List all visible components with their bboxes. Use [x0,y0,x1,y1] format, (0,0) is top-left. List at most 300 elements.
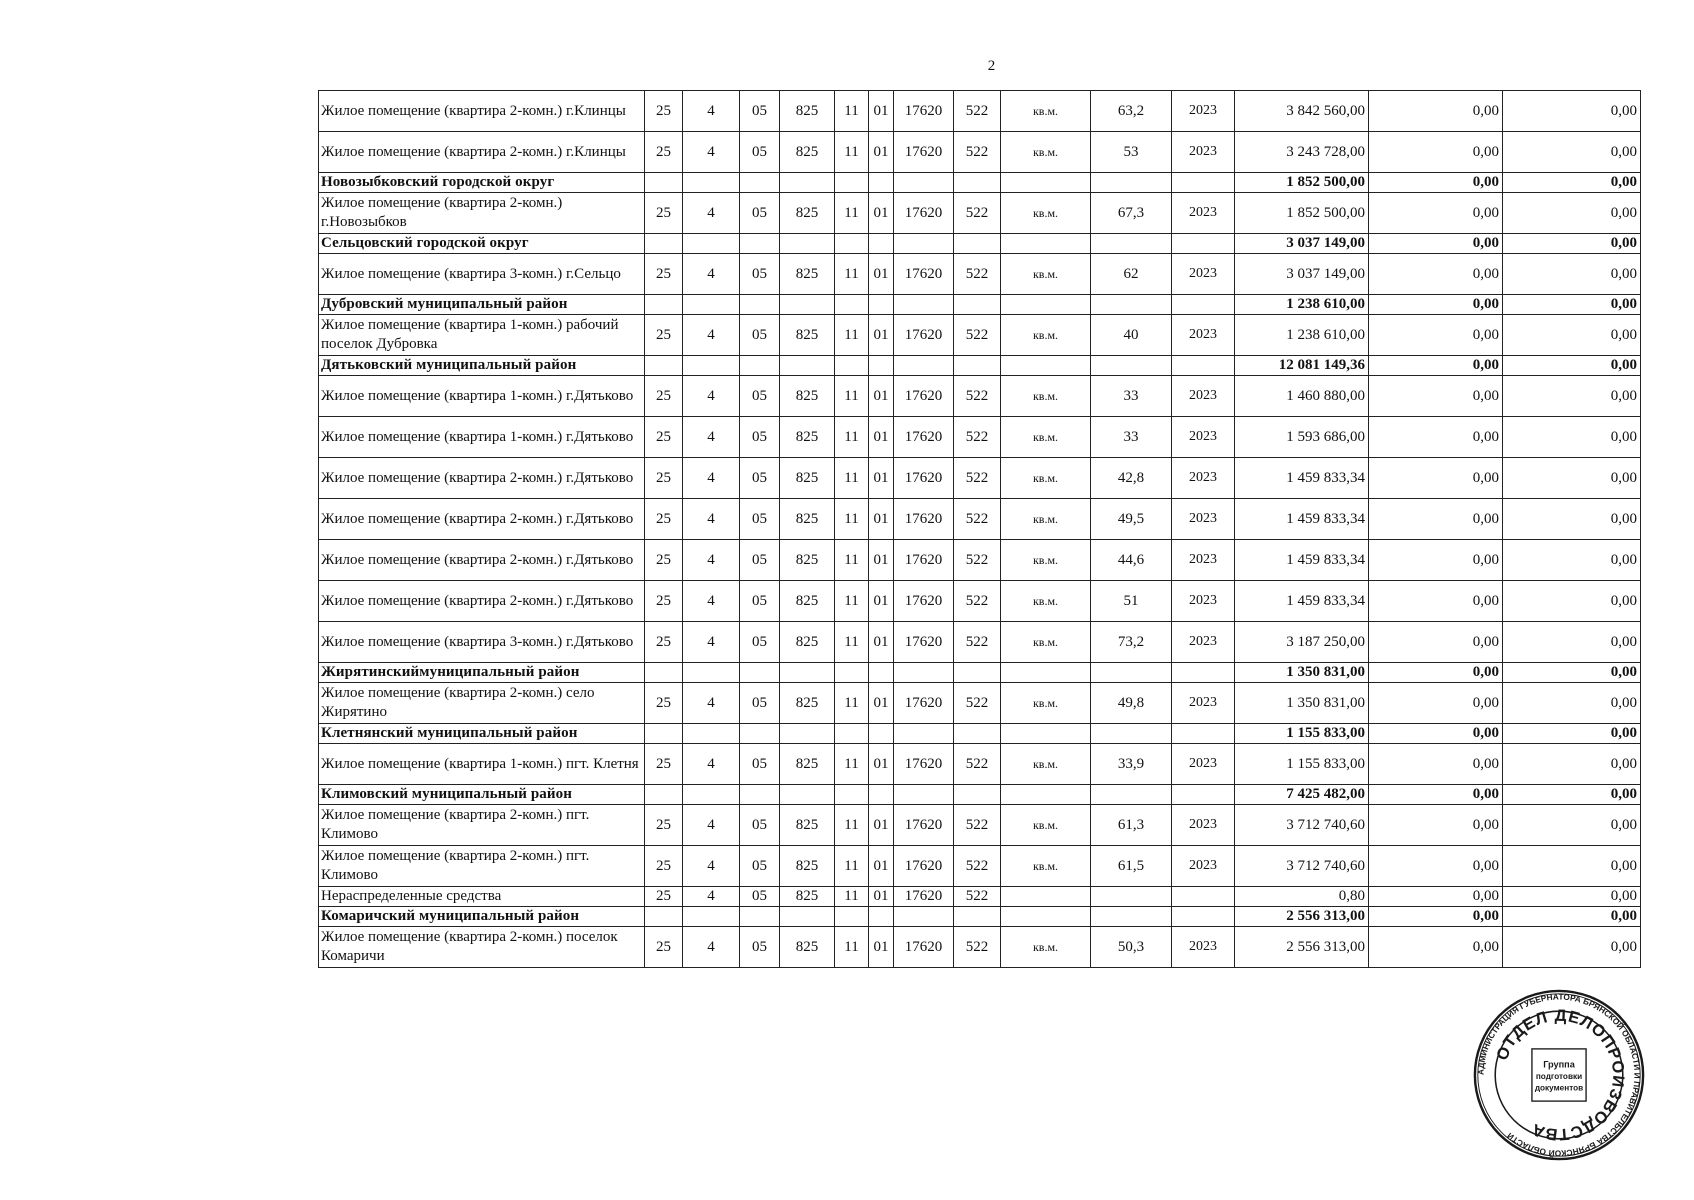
code-8-cell: 522 [954,132,1001,173]
table-row [319,683,1641,724]
code-7-cell: 17620 [894,193,954,234]
code-4-cell [780,785,835,805]
amount-2-cell: 0,00 [1369,315,1503,356]
code-6-cell [869,234,894,254]
amount-3-cell: 0,00 [1503,132,1641,173]
code-3-cell [740,173,780,193]
code-6-cell: 01 [869,581,894,622]
amount-1-cell: 1 459 833,34 [1235,499,1369,540]
code-7-cell [894,724,954,744]
amount-2-cell: 0,00 [1369,376,1503,417]
code-6-cell [869,785,894,805]
amount-3-cell: 0,00 [1503,805,1641,846]
code-6-cell: 01 [869,887,894,907]
area-cell: 63,2 [1091,91,1172,132]
code-4-cell [780,724,835,744]
amount-2-cell: 0,00 [1369,234,1503,254]
table-row [319,805,1641,846]
amount-3-cell: 0,00 [1503,744,1641,785]
code-1-cell: 25 [645,581,683,622]
code-7-cell: 17620 [894,254,954,295]
amount-1-cell: 1 459 833,34 [1235,458,1369,499]
amount-3-cell: 0,00 [1503,846,1641,887]
amount-1-cell: 1 459 833,34 [1235,540,1369,581]
code-5-cell: 11 [835,581,869,622]
code-6-cell [869,907,894,927]
code-3-cell [740,356,780,376]
area-cell: 44,6 [1091,540,1172,581]
code-5-cell: 11 [835,91,869,132]
unit-cell: кв.м. [1001,622,1091,663]
area-cell: 73,2 [1091,622,1172,663]
code-6-cell: 01 [869,622,894,663]
item-name-cell: Жилое помещение (квартира 2-комн.) поселок Комаричи [319,927,645,968]
code-6-cell: 01 [869,846,894,887]
code-5-cell: 11 [835,805,869,846]
code-7-cell: 17620 [894,132,954,173]
code-7-cell [894,907,954,927]
code-3-cell [740,724,780,744]
area-cell [1091,295,1172,315]
unit-cell [1001,234,1091,254]
code-5-cell: 11 [835,132,869,173]
amount-2-cell: 0,00 [1369,846,1503,887]
amount-2-cell: 0,00 [1369,193,1503,234]
year-cell [1172,356,1235,376]
code-8-cell: 522 [954,193,1001,234]
code-8-cell: 522 [954,417,1001,458]
unit-cell: кв.м. [1001,458,1091,499]
year-cell: 2023 [1172,581,1235,622]
district-name-cell: Комаричский муниципальный район [319,907,645,927]
amount-3-cell: 0,00 [1503,724,1641,744]
area-cell: 50,3 [1091,927,1172,968]
amount-3-cell: 0,00 [1503,499,1641,540]
code-4-cell: 825 [780,254,835,295]
amount-2-cell: 0,00 [1369,744,1503,785]
district-name-cell: Жирятинскиймуниципальный район [319,663,645,683]
amount-1-cell: 1 852 500,00 [1235,193,1369,234]
code-4-cell: 825 [780,417,835,458]
amount-1-cell: 3 037 149,00 [1235,234,1369,254]
code-1-cell [645,785,683,805]
code-4-cell [780,173,835,193]
code-7-cell: 17620 [894,581,954,622]
amount-2-cell: 0,00 [1369,173,1503,193]
code-3-cell [740,785,780,805]
area-cell [1091,234,1172,254]
code-8-cell: 522 [954,458,1001,499]
amount-2-cell: 0,00 [1369,295,1503,315]
code-4-cell [780,907,835,927]
amount-2-cell: 0,00 [1369,581,1503,622]
code-5-cell: 11 [835,927,869,968]
year-cell [1172,724,1235,744]
code-8-cell: 522 [954,499,1001,540]
code-5-cell: 11 [835,744,869,785]
item-name-cell: Жилое помещение (квартира 2-комн.) пгт. Климово [319,846,645,887]
table-row [319,91,1641,132]
amount-3-cell: 0,00 [1503,927,1641,968]
code-8-cell [954,234,1001,254]
district-subtotal-row [319,234,1641,254]
code-2-cell: 4 [683,91,740,132]
unit-cell: кв.м. [1001,744,1091,785]
code-1-cell [645,234,683,254]
code-1-cell: 25 [645,927,683,968]
code-8-cell: 522 [954,540,1001,581]
year-cell: 2023 [1172,376,1235,417]
code-5-cell [835,173,869,193]
area-cell: 42,8 [1091,458,1172,499]
code-2-cell: 4 [683,193,740,234]
year-cell: 2023 [1172,417,1235,458]
code-1-cell [645,907,683,927]
area-cell [1091,907,1172,927]
table-row [319,315,1641,356]
table-row [319,417,1641,458]
area-cell: 51 [1091,581,1172,622]
amount-2-cell: 0,00 [1369,887,1503,907]
code-3-cell [740,234,780,254]
unit-cell: кв.м. [1001,927,1091,968]
code-4-cell: 825 [780,744,835,785]
code-2-cell: 4 [683,581,740,622]
code-8-cell: 522 [954,927,1001,968]
code-6-cell: 01 [869,132,894,173]
code-6-cell: 01 [869,805,894,846]
code-3-cell: 05 [740,927,780,968]
amount-2-cell: 0,00 [1369,499,1503,540]
amount-3-cell: 0,00 [1503,193,1641,234]
code-1-cell: 25 [645,458,683,499]
code-6-cell: 01 [869,315,894,356]
table-row [319,458,1641,499]
code-7-cell [894,295,954,315]
amount-3-cell: 0,00 [1503,417,1641,458]
district-subtotal-row [319,356,1641,376]
code-6-cell: 01 [869,540,894,581]
code-8-cell: 522 [954,683,1001,724]
amount-1-cell: 2 556 313,00 [1235,907,1369,927]
code-1-cell: 25 [645,540,683,581]
code-2-cell: 4 [683,927,740,968]
code-4-cell: 825 [780,927,835,968]
code-3-cell: 05 [740,376,780,417]
table-row [319,193,1641,234]
code-1-cell: 25 [645,499,683,540]
code-5-cell: 11 [835,417,869,458]
code-5-cell: 11 [835,846,869,887]
code-4-cell [780,295,835,315]
code-1-cell: 25 [645,193,683,234]
item-name-cell: Жилое помещение (квартира 2-комн.) г.Дятьково [319,581,645,622]
code-2-cell [683,356,740,376]
amount-1-cell: 1 155 833,00 [1235,744,1369,785]
code-1-cell [645,295,683,315]
code-7-cell [894,234,954,254]
amount-1-cell: 3 187 250,00 [1235,622,1369,663]
code-3-cell: 05 [740,744,780,785]
unit-cell: кв.м. [1001,683,1091,724]
unit-cell: кв.м. [1001,499,1091,540]
unit-cell: кв.м. [1001,91,1091,132]
code-2-cell: 4 [683,846,740,887]
code-8-cell [954,663,1001,683]
code-6-cell: 01 [869,499,894,540]
unit-cell: кв.м. [1001,193,1091,234]
official-stamp [1472,988,1646,1162]
code-3-cell: 05 [740,540,780,581]
code-7-cell: 17620 [894,458,954,499]
amount-1-cell: 2 556 313,00 [1235,927,1369,968]
amount-1-cell: 3 712 740,60 [1235,846,1369,887]
area-cell: 40 [1091,315,1172,356]
unit-cell [1001,295,1091,315]
item-name-cell: Жилое помещение (квартира 2-комн.) г.Клинцы [319,132,645,173]
unit-cell: кв.м. [1001,417,1091,458]
year-cell [1172,663,1235,683]
code-8-cell [954,356,1001,376]
unit-cell [1001,356,1091,376]
amount-3-cell: 0,00 [1503,91,1641,132]
code-2-cell: 4 [683,540,740,581]
code-4-cell [780,663,835,683]
code-1-cell: 25 [645,132,683,173]
amount-3-cell: 0,00 [1503,683,1641,724]
code-3-cell: 05 [740,132,780,173]
code-5-cell [835,663,869,683]
code-7-cell [894,663,954,683]
code-6-cell [869,724,894,744]
item-name-cell: Жилое помещение (квартира 1-комн.) пгт. Клетня [319,744,645,785]
code-3-cell: 05 [740,887,780,907]
code-1-cell [645,356,683,376]
amount-1-cell: 1 459 833,34 [1235,581,1369,622]
amount-2-cell: 0,00 [1369,663,1503,683]
code-7-cell [894,173,954,193]
code-3-cell: 05 [740,581,780,622]
area-cell: 33 [1091,376,1172,417]
code-1-cell: 25 [645,417,683,458]
amount-1-cell: 1 238 610,00 [1235,315,1369,356]
district-subtotal-row [319,724,1641,744]
year-cell: 2023 [1172,499,1235,540]
amount-2-cell: 0,00 [1369,785,1503,805]
year-cell [1172,173,1235,193]
code-6-cell: 01 [869,193,894,234]
code-1-cell: 25 [645,376,683,417]
code-1-cell [645,663,683,683]
code-8-cell: 522 [954,581,1001,622]
code-4-cell: 825 [780,193,835,234]
code-3-cell: 05 [740,622,780,663]
code-7-cell: 17620 [894,376,954,417]
code-6-cell [869,356,894,376]
code-8-cell: 522 [954,887,1001,907]
amount-1-cell: 1 593 686,00 [1235,417,1369,458]
item-name-cell: Жилое помещение (квартира 2-комн.) г.Дятьково [319,499,645,540]
code-7-cell [894,785,954,805]
table-row [319,376,1641,417]
code-2-cell: 4 [683,887,740,907]
code-4-cell: 825 [780,376,835,417]
area-cell: 33,9 [1091,744,1172,785]
area-cell: 61,3 [1091,805,1172,846]
area-cell: 49,5 [1091,499,1172,540]
amount-3-cell: 0,00 [1503,376,1641,417]
code-7-cell: 17620 [894,540,954,581]
code-3-cell [740,295,780,315]
year-cell [1172,907,1235,927]
district-name-cell: Новозыбковский городской округ [319,173,645,193]
code-7-cell: 17620 [894,91,954,132]
table-row [319,846,1641,887]
code-5-cell: 11 [835,540,869,581]
item-name-cell: Жилое помещение (квартира 2-комн.) г.Дятьково [319,458,645,499]
code-4-cell: 825 [780,499,835,540]
code-3-cell: 05 [740,805,780,846]
area-cell [1091,663,1172,683]
code-7-cell: 17620 [894,846,954,887]
code-7-cell: 17620 [894,887,954,907]
code-4-cell: 825 [780,846,835,887]
code-1-cell: 25 [645,91,683,132]
district-subtotal-row [319,785,1641,805]
amount-3-cell: 0,00 [1503,887,1641,907]
code-2-cell: 4 [683,132,740,173]
code-8-cell [954,785,1001,805]
year-cell [1172,234,1235,254]
area-cell: 53 [1091,132,1172,173]
code-3-cell: 05 [740,417,780,458]
year-cell: 2023 [1172,91,1235,132]
code-5-cell: 11 [835,315,869,356]
year-cell: 2023 [1172,458,1235,499]
code-5-cell: 11 [835,622,869,663]
code-5-cell: 11 [835,193,869,234]
unit-cell: кв.м. [1001,376,1091,417]
code-1-cell: 25 [645,805,683,846]
code-6-cell: 01 [869,744,894,785]
code-6-cell: 01 [869,376,894,417]
code-8-cell: 522 [954,254,1001,295]
code-6-cell: 01 [869,927,894,968]
code-7-cell: 17620 [894,744,954,785]
code-6-cell: 01 [869,417,894,458]
year-cell: 2023 [1172,683,1235,724]
amount-2-cell: 0,00 [1369,683,1503,724]
code-2-cell: 4 [683,744,740,785]
code-5-cell: 11 [835,376,869,417]
code-4-cell: 825 [780,315,835,356]
amount-2-cell: 0,00 [1369,907,1503,927]
unit-cell: кв.м. [1001,254,1091,295]
amount-1-cell: 3 037 149,00 [1235,254,1369,295]
district-name-cell: Сельцовский городской округ [319,234,645,254]
table-body [319,91,1641,968]
code-8-cell [954,907,1001,927]
code-1-cell [645,173,683,193]
code-6-cell: 01 [869,683,894,724]
code-2-cell: 4 [683,376,740,417]
amount-1-cell: 1 350 831,00 [1235,663,1369,683]
code-5-cell: 11 [835,499,869,540]
amount-2-cell: 0,00 [1369,622,1503,663]
code-3-cell: 05 [740,193,780,234]
amount-1-cell: 0,80 [1235,887,1369,907]
code-3-cell: 05 [740,846,780,887]
budget-table [318,90,1641,968]
code-8-cell [954,295,1001,315]
amount-3-cell: 0,00 [1503,907,1641,927]
unit-cell: кв.м. [1001,581,1091,622]
district-subtotal-row [319,173,1641,193]
code-1-cell: 25 [645,846,683,887]
amount-1-cell: 3 712 740,60 [1235,805,1369,846]
code-3-cell: 05 [740,499,780,540]
code-6-cell [869,663,894,683]
amount-3-cell: 0,00 [1503,785,1641,805]
code-2-cell [683,724,740,744]
item-name-cell: Нераспределенные средства [319,887,645,907]
amount-2-cell: 0,00 [1369,417,1503,458]
code-1-cell: 25 [645,254,683,295]
amount-1-cell: 1 460 880,00 [1235,376,1369,417]
code-5-cell: 11 [835,254,869,295]
amount-3-cell: 0,00 [1503,540,1641,581]
year-cell: 2023 [1172,193,1235,234]
code-2-cell [683,907,740,927]
code-8-cell: 522 [954,846,1001,887]
code-2-cell [683,234,740,254]
unit-cell: кв.м. [1001,846,1091,887]
table-row [319,540,1641,581]
code-1-cell: 25 [645,744,683,785]
code-1-cell: 25 [645,622,683,663]
unit-cell: кв.м. [1001,805,1091,846]
amount-2-cell: 0,00 [1369,724,1503,744]
code-5-cell: 11 [835,683,869,724]
code-8-cell: 522 [954,744,1001,785]
table-row [319,499,1641,540]
year-cell: 2023 [1172,254,1235,295]
year-cell [1172,887,1235,907]
code-2-cell [683,663,740,683]
code-1-cell: 25 [645,683,683,724]
unit-cell [1001,724,1091,744]
code-6-cell [869,173,894,193]
district-name-cell: Климовский муниципальный район [319,785,645,805]
code-4-cell: 825 [780,458,835,499]
code-8-cell: 522 [954,805,1001,846]
code-3-cell: 05 [740,254,780,295]
unit-cell [1001,887,1091,907]
item-name-cell: Жилое помещение (квартира 2-комн.) г.Новозыбков [319,193,645,234]
code-7-cell [894,356,954,376]
area-cell: 33 [1091,417,1172,458]
code-4-cell [780,356,835,376]
area-cell [1091,173,1172,193]
code-5-cell: 11 [835,887,869,907]
amount-1-cell: 12 081 149,36 [1235,356,1369,376]
amount-1-cell: 7 425 482,00 [1235,785,1369,805]
item-name-cell: Жилое помещение (квартира 2-комн.) село Жирятино [319,683,645,724]
code-8-cell: 522 [954,376,1001,417]
code-4-cell: 825 [780,805,835,846]
year-cell [1172,785,1235,805]
code-4-cell: 825 [780,683,835,724]
